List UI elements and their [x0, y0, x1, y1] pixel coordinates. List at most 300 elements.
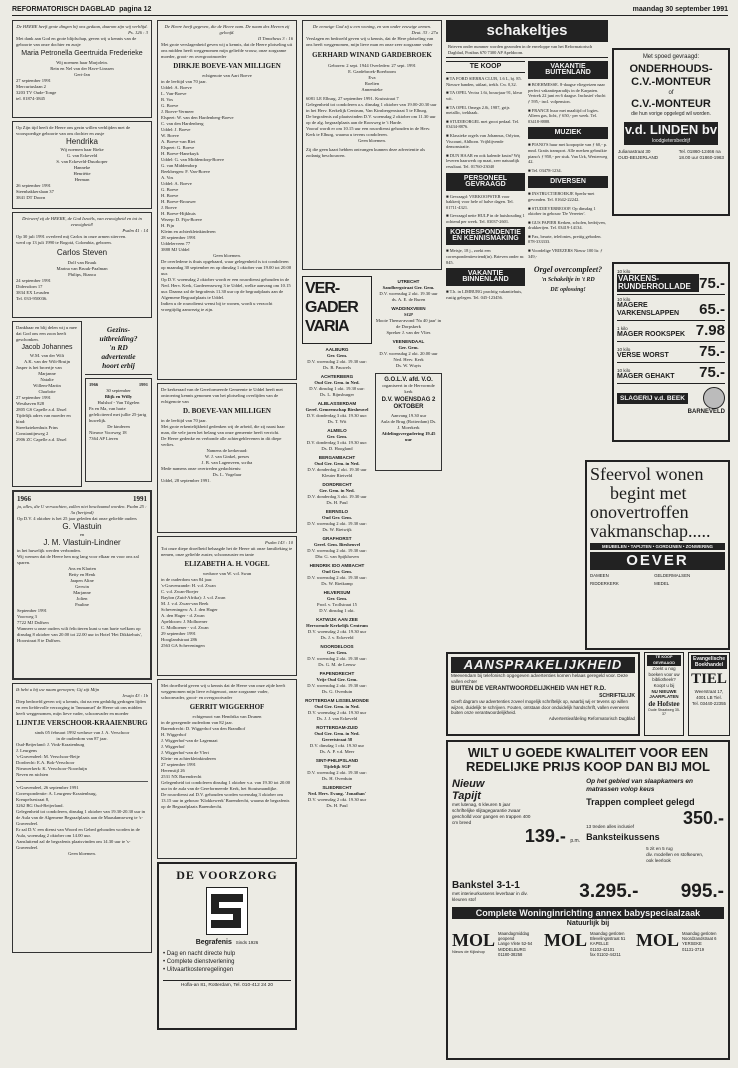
child: Ans en Klarien [68, 566, 96, 571]
ad-date: D.V. WOENSDAG 2 OKTOBER [381, 397, 436, 410]
notice-text: Vooraf wordt er om 10.15 uur een rouwdienst gehouden in de Herv. Kerk te Elburg, waarna u tevens condoleren. [306, 126, 431, 137]
ad-signature: Advertentieafdeling Reformatorisch Dagblad [548, 715, 635, 721]
address-line: Uddelerveen 77 [161, 241, 191, 246]
notice-text: Tijdelijk adres van moeder en kind: [16, 413, 71, 424]
meeting-time: Mooie Thema-avond 'Na 40 jaar' in de Dorpskerk [375, 318, 442, 329]
meeting-org: Ger. Gem. in Ned. [319, 488, 355, 493]
title-line: VER- [305, 280, 340, 297]
offer-desc: met interieurkussens leverbaar in div. kleuren stof [452, 891, 528, 902]
meeting-time: D.V. woensdag 2 okt. 19.30 uur [307, 710, 367, 715]
meeting-org: SGP [404, 312, 413, 317]
deceased-age: in de leeftijd van 70 jaar. [161, 79, 207, 84]
ad-list-item: • Dag en nacht directe hulp [163, 951, 236, 957]
ad-footer: Natuurlijk bij [566, 920, 610, 927]
store-info: MIDDELBURG [498, 946, 526, 952]
address-line: 3834 EX Leusden [16, 290, 50, 295]
classified-list [446, 248, 525, 265]
child-name: Hendrika [65, 137, 98, 146]
notice-text: Aansluitend zal de begrafenis plaatsvinden om 14.30 uur te 's-Gravendeel. [16, 839, 131, 850]
ad-footer: Complete Woninginrichting annex babyspeciaalzaak [452, 907, 724, 919]
product-name: MAGER ROOKSPEK [617, 331, 686, 338]
category-heading: MUZIEK [528, 127, 608, 139]
notice-text: Jasper is het broertje van [16, 365, 62, 370]
golv-ad [375, 373, 442, 471]
meeting-place: WADDINXVEEN [391, 306, 426, 311]
notice-note: Geen bloemen. [213, 253, 241, 258]
classified-ad: ■ Fax, beurte, telefonies, prettig geboden. 078-333333. [528, 233, 602, 245]
address-line: Weerstraat 17, [694, 689, 724, 694]
parents: Rein en Nel van der Have-Linssen [50, 66, 114, 71]
mol-stores [452, 931, 724, 957]
family-line: Annemieke [361, 87, 383, 92]
meeting-place: BERGAMBACHT [318, 455, 356, 460]
meeting-org: Oud Ger. Gem. [322, 569, 352, 574]
reception-info: Wanneer u onze ouders wilt feliciteren kunt u van harte welkom op dinsdag 8 oktober van 20.00 tot 22.00 uur in Hotel 'Het Dikkiehuis', Hoorstraat 8 te Dalfsen. [17, 626, 142, 643]
meeting-time: D.V. woensdag 2 okt. 19.30 uur: [307, 575, 367, 580]
ad-text: Geeft dagram uw advertenties zoveel mogelijk schriftelijk op, waarbij wij er tevens op willen wijzen, duidelijk te schrijven. Fouten, ontstaan door onduidelijk handschrift, vallen eveneens buiten onze verantwoordelijkheid. [451, 699, 630, 716]
shop-name: GELDERMALSEN [654, 573, 691, 578]
family-line: Wezep: D. Fijn-Boeve [161, 217, 203, 222]
deceased-name: GERRIT WIGGERHOF [189, 703, 265, 711]
ad-title: DE VOORZORG [176, 868, 278, 882]
notice-text: Wij wensen dat de Heere hen nog lang voor elkaar en voor ons zal sparen. [17, 554, 139, 565]
classified-ad: ■ INSTRUCTIEBOEKJE Sperlu-met gevonden. Tel. 01642-22242. [528, 191, 595, 202]
spouse-name: G. Vlastuin [62, 522, 102, 531]
ad-speaker: Afdelingsvergadering 19.45 uur [381, 431, 436, 442]
family-line: J. Wiggerhof-van de Lagemaat [161, 738, 218, 743]
store-sub: Nieuw de Kijkshop [452, 949, 485, 954]
family-line: Uddel: J. Boeve [161, 127, 191, 132]
meeting-org: Hervormde Kerkelijk Centrum [306, 623, 368, 628]
jacob-and-promo-row [12, 321, 152, 490]
product-name: MAGERE VARKENSLAPPEN [617, 302, 680, 317]
meeting-entry [302, 428, 372, 452]
meeting-org: Geref. Gem. Biesheuvel [313, 542, 361, 547]
address-line: 3888 MJ Uddel [161, 247, 190, 252]
notice-text: Op Zijn tijd heeft de Heere ons gezin willen verblijden met de voorspoedige geboorte van ons dochter en zusje [16, 125, 131, 136]
meeting-speaker: Ds. J. J. van Eckeveld [316, 716, 358, 721]
family-line: H. Fijn [161, 223, 175, 228]
family-line: G. van Middendorp [161, 163, 198, 168]
child-name: Maria Petronella Geertruida Frederieke [21, 50, 143, 57]
offer-desc: 13 treden alles inclusief [586, 824, 635, 829]
column-family-notices-3 [302, 20, 442, 272]
phone: Tel. 03440-22355 [692, 701, 726, 706]
meeting-entry [302, 509, 372, 533]
notice-quote: Driewerf zij de HEERE, de God Israëls, van eeuwigheid en tot in eeuwigheid! [22, 216, 142, 227]
birth-notice-maria [12, 20, 152, 118]
classified-ad: ■ GUS PAPIER Kerken, scholen, bedrijven, drukkerijen. Tel. 03419-14134. [528, 219, 606, 231]
family-line: Roelien [364, 81, 380, 86]
product-unit: 10 kilo [617, 368, 631, 373]
meeting-time: D.V. donderdag 3 okt. 19.30 uur [307, 494, 367, 499]
classified-ad: ■ Tel. 03478-1234. [528, 167, 562, 173]
notice-text: Er zal D.V. een dienst van Woord en Gebed gehouden worden in de Aula, woensdag 2 oktober om 14.00 uur. [16, 827, 140, 838]
year-to: 1991 [133, 495, 147, 503]
meeting-speaker: Kleuter Rietveld [321, 473, 353, 478]
notice-date: 29 september 1991 [161, 631, 196, 636]
deceased-dates: Geboren: 2 sept. 1944 Overleden: 27 sept. 1991 [328, 63, 416, 68]
meeting-speaker: Ds. G. M. de Leeuw [318, 662, 356, 667]
oever-logo: OEVER [590, 552, 725, 570]
meeting-org: Vrije Oud Ger. Gem. [316, 677, 358, 682]
anniversary-notice-vlastuin [12, 490, 152, 680]
family-line: Uddel: A. Boeve [161, 85, 192, 90]
meeting-speaker: Ds. D. Hoogland [321, 446, 353, 451]
family-line: C. van den Hardenberg [161, 121, 204, 126]
schakeltjes-left [446, 58, 525, 303]
product [617, 347, 669, 360]
deceased-age: in de ouderdom van 84 jaar. [161, 577, 213, 582]
ad-head: Evangelische Boekhandel [691, 655, 727, 669]
meeting-entry [302, 482, 372, 506]
shop-name: TIEL [691, 671, 727, 687]
ad-text: Koopt u bij [653, 682, 675, 688]
orgel-promo [528, 265, 608, 295]
family-line: Barendrecht: D. Wiggerhof van den Brandhof [161, 726, 246, 731]
jubilee-couple: Blijk en Willy [104, 394, 133, 399]
vergader-varia-title [302, 276, 372, 344]
spouse-name: J. M. Vlastuin-Lindner [43, 538, 121, 547]
notice-text: Gelegenheid tot condoleren dinsdag 1 oktober v.a. van 19.30 tot 20.00 uur in de aula van de Gereformeerde Kerk, het Stoutsmandijke. [161, 780, 291, 791]
year-from: 1966 [89, 382, 99, 387]
classified-ad: ■ Gevraagd: VERKOOPSTER voor bakkerij voor hele of halve dagen. Tel. 01711-4321. [446, 193, 514, 210]
classified-ad: ■ Meisje, 18 j., zoekt een correspondentievriend(in). Brieven onder nr. 845. [446, 248, 525, 265]
promo-line: advertentie [101, 352, 136, 361]
family-line: Uddel: A. Boeve [161, 181, 192, 186]
ad-address: Hofla-an 81, Rotterdam, Tel. 010-412 24 20 [163, 980, 291, 989]
ad-text: Meevendam bij telefonisch opgegeven advertenties komen helaas geregeld voor. Deze vallen echter [451, 673, 628, 684]
store-info: KAPELLE [590, 941, 609, 947]
meeting-org: Oud Ger. Gem. in Ned. [314, 704, 360, 709]
ad-text: NU NIEUWE [651, 688, 677, 694]
deceased-age: in de gezegende ouderdom van 82 jaar. [161, 720, 233, 725]
deceased-name: ELIZABETH A. H. VOGEL [184, 560, 270, 568]
product-price: 75.- [699, 343, 725, 360]
notice-quote: De HEERE heeft grote dingen bij ons gedaan, daarom zijn wij verblijd. [16, 24, 148, 29]
notice-text: Dankbaar en blij delen wij u mee dat God ons een zoon heeft geschonken. [16, 325, 77, 342]
notice-text: Geen bloemen. [68, 851, 96, 856]
notice-text: Verslagen en bedroefd geven wij u kennis, dat de Here plotseling van ons heeft weggenomen, mijn lieve man en onze zeer zorgzame vader [306, 36, 434, 47]
meeting-org: Oud Ger. Gem. in Ned. Gerretstraat 58 [314, 731, 360, 742]
phone: tel. 01874-3845 [16, 96, 46, 101]
meeting-speaker: Ds. J. v. Eckeveld [320, 635, 354, 640]
ad-headline: REDELIJKE PRIJS KOOP DAN BIJ MOL [466, 759, 710, 774]
family-line: 's-Gravenzande: H. v.d. Zwan [161, 583, 216, 588]
deceased-sub: echtgenote van Aart Boeve [202, 73, 252, 78]
meeting-time: D.V. donderdag 3 okt. 19.30 uur: [306, 440, 368, 445]
family-line: A. Boeve-van Riet [161, 139, 196, 144]
meeting-time: D.V. woensdag 2 okt. 19.30 uur [307, 629, 367, 634]
family-line: G. Boeve [161, 103, 179, 108]
promo-line: uitbreiding? [99, 334, 138, 343]
child: Pauline [75, 602, 89, 607]
family-line: B. Vos [161, 97, 174, 102]
gezinsuitbreiding-promo [85, 321, 152, 375]
meeting-time: D.V. woensdag 2 okt. 19.30 uur: [307, 770, 367, 775]
price-row [617, 267, 725, 295]
store-info: Maandagmiddag [498, 931, 530, 936]
notice-text: De begrafenis zal plaatsvinden D.V. woensdag 2 oktober om 11.30 uur op de alg. begraafplaats aan de Roosweg te 't Harde. [306, 114, 436, 125]
notice-quote-ref: Psalm 41 : 14 [122, 228, 148, 233]
store-info: 01131-3719 [682, 946, 705, 952]
paper-name: REFORMATORISCH DAGBLAD pagina 12 [12, 6, 152, 13]
mol-ad [446, 740, 730, 1060]
child: Betty en Henk [68, 572, 96, 577]
address-line: Julianastraat 30 [618, 149, 651, 154]
meeting-org: Oud Ger. Gem. [322, 515, 352, 520]
product-name: VERSE WORST [617, 352, 669, 359]
offer-price: 350.- [682, 808, 724, 828]
tiel-ad [688, 652, 730, 736]
birth-notice-jacob [12, 321, 82, 487]
family-line: J. Boeve [161, 205, 177, 210]
price-row [617, 321, 725, 342]
notice-text: Met dank aan God en grote blijdschap, geven wij u kennis van de geboorte van onze dochter en zusje [16, 36, 137, 47]
meeting-place: SINT-PHILIPSLAND [315, 758, 359, 763]
meeting-time: D.V. dinsdag 1 okt. 19.30 uur [309, 743, 365, 748]
child: Gerwin [75, 584, 89, 589]
classified-ad: ■ STUDIEORGEL met groot pedaal. Tel. 03434-8876. [446, 118, 520, 130]
family-line: M. J. v.d. Zwan-van Beek [161, 601, 209, 606]
notice-quote: De Heere heeft gegeven, die de Heere nam. De naam des Heeren zij geloofd. [164, 24, 290, 35]
deceased-name: D. BOEVE-VAN MILLIGEN [183, 407, 271, 415]
trappen-offer [586, 778, 724, 864]
meeting-speaker: Ds. W. Wuyts [395, 363, 422, 368]
classified-ad: ■ DUN HAAR en ook kalende kruin? Wij leveren haarwerk op maat, zeer natuurlijk resultaat. Tel. 01760-23040 [446, 152, 521, 169]
meeting-place: NOORDELOOS [320, 644, 354, 649]
address-line: Hooglandstraat 286 [161, 637, 198, 642]
family-line: H. Boeve-Hanekuyk [161, 151, 199, 156]
store-info: Noordzandstraat 6 [682, 936, 717, 942]
parent: Dolf van Bruuk [67, 260, 97, 265]
ad-title: G.O.L.V. afd. V.O. [384, 377, 433, 383]
classified-ad: ■ STUDIEVERBEOOP. Op dinsdag 1 oktober in gebouw 'De Vereeter'. [528, 205, 596, 217]
store-logo: MOL [636, 930, 679, 950]
meeting-entry [302, 536, 372, 560]
column-family-notices-1 [12, 20, 152, 1060]
family-line: Beekbergen: F. Van-Boeve [161, 169, 211, 174]
siblings: Philips, Bianca [68, 272, 96, 277]
promo-line: Orgel overcompleet? [533, 265, 603, 275]
year-from: 1966 [17, 495, 31, 503]
parent: A.K. van der Wilt-Bruijn [23, 359, 71, 364]
meeting-org: Ger. Gem. [326, 434, 348, 439]
meeting-time: D.V. woensdag 2 okt. 19.30 uur: [307, 683, 367, 688]
family-line: Eva [368, 75, 376, 80]
deceased-sub: sinds 05 februari 1992 weduwe van J. A. Verschoor [34, 730, 130, 735]
meeting-speaker: Spreker J. van der Vlies [386, 330, 431, 335]
notice-place-date: Uddel, 28 september 1991. [161, 478, 211, 483]
meeting-time: D.V. woensdag 2 okt. 19.30 uur [379, 291, 438, 296]
address-line: Nieuwe Voorweg 18 [89, 430, 127, 435]
address-line: Oude Straatweg 35-37 [647, 707, 681, 717]
ad-head: Met spoed gevraagd: [642, 54, 700, 60]
family-line: Scheveningen: A. J. den Hager [161, 607, 218, 612]
child-nickname: Wij noemen haar Rieke [60, 147, 104, 152]
meeting-speaker: Ds. G. Overduin [321, 689, 353, 694]
voorzorg-sub: Begrafenis Sinds 1926 [195, 939, 259, 946]
ad-heading: BUITEN DE VERANTWOORDELIJKHEID VAN HET R.D. [451, 686, 606, 692]
promo-line: DE oplossing! [550, 287, 586, 294]
meeting-time: D.V. woensdag 2 okt. 19.30 uur: [307, 548, 367, 553]
parent: Marina van Bruuk-Paalman [56, 266, 108, 271]
tapijt-price: 139.- p.m. [524, 826, 581, 846]
family-line: Elspeet: G. Boeve [161, 145, 195, 150]
notice-text: De Heere gedenke en verbonde alle achtergeblevenen in dit diepe verlies. [161, 436, 282, 447]
meeting-time: Prod. v. Trollstraat 15 [317, 602, 357, 607]
product-price: 75.- [699, 364, 725, 381]
slogan-line: Sfeervol wonen [590, 464, 704, 484]
child: Marjanne [73, 590, 91, 595]
store-info: Lange Vlete 52-54 [498, 941, 533, 947]
meeting-org: Sandbergstraat Ger. Gem. [382, 285, 435, 290]
classified-ad: ■ BOEHMESSE. 8-daagse vliegreizen naar perfect vakantieparadijs in de Karpaten. Vertrek 22 juni en 6 daagse. Inclusief vlucht ƒ 595,- incl. volpension. [528, 82, 606, 104]
job-title: C.V.-MONTEUR [631, 98, 711, 110]
oever-ad [585, 460, 730, 650]
store-logo: MOL [452, 930, 495, 950]
deceased-age: in de leeftijd van 70 jaar. [161, 418, 207, 423]
meeting-place: SLIEDRECHT [322, 785, 352, 790]
notice-text: Gelegenheid tot condoleren, dinsdag 1 oktober van 19.30-20.30 uur in de Aula van de Algemene Begraafplaats aan de Maasdamseweg te 's-Gravendeel. [16, 809, 146, 826]
notice-date: 27 september 1991 [16, 395, 51, 400]
address-line: 3262 BG Oud-Beijerland. [16, 803, 64, 808]
family-line: J. Leurgens [16, 748, 38, 753]
sibling: Herman [74, 177, 90, 182]
family-line: 's-Gravendeel: M. Verschoor-Beije [16, 754, 80, 759]
price-list [617, 267, 725, 384]
product [617, 269, 699, 292]
meeting-entry [302, 671, 372, 695]
sibling: Natalie [40, 377, 54, 382]
meeting-speaker: Ds. H. Paul [326, 803, 348, 808]
notice-quote: De eenwige God zij u een woning, en van onder eeuwige armen. [312, 24, 432, 29]
family-line: L. Van-Boeve [161, 91, 187, 96]
phone: 18.00 uur 01860-1963 [678, 155, 724, 160]
meeting-place: EERNSLO [325, 509, 349, 514]
meeting-entry [302, 758, 372, 782]
address-line: Didersdorn 17 [16, 284, 43, 289]
store-logo: MOL [544, 930, 587, 950]
meeting-time: D.V. woensdag 2 okt. 19.30 uur: [307, 521, 367, 526]
product-price: 7.98 [695, 322, 725, 339]
promo-line: 'n RD [109, 343, 128, 352]
ad-sub: organiseert in de Hervormde kerk [382, 383, 435, 394]
meeting-speaker: Ds. B. Pauwels [322, 365, 352, 370]
death-notice-gardebroek [302, 20, 442, 270]
family-line: Nieuwerkerk: K. Verschoor-Noorduijn [16, 766, 87, 771]
classified-ad: ■ Gevraagd nette HULP in de huishouding 1 ochtend per week. Tel. 03037-2601. [446, 213, 525, 224]
meeting-time: D.V. dinsdag 1 okt. 19.30 uur: [309, 386, 365, 391]
offer-price: 3.295.- [579, 881, 639, 902]
product-name: VARKENS-RUNDERROLLADE [617, 274, 699, 292]
schakeltjes-columns [446, 58, 608, 303]
notice-text: De rouwdienst zal D.V. gehouden worden woensdag 3 oktober om 13.15 uur in gebouw 'Klokkewerk' Barendrecht, waarna de begrafenis op de Begraafplaats Barendrecht. [161, 792, 290, 809]
promo-line: 'n Schakeltje in 't RD [541, 277, 595, 284]
notice-date: September 1991 [17, 608, 47, 613]
notice-text: Met droefheid geven wij u kennis dat de Heere van onze zijde heeft weggenomen mijn lieve echtgenoot, onze zorgzame vader, schoonvader, groot- en overgrootvader [161, 683, 286, 700]
product [617, 326, 685, 339]
offer-title: Nieuw [452, 778, 485, 790]
column-family-notices-2 [157, 20, 297, 1060]
classified-ad: ■ Voordelige VRIEZERS Nieuw 100 ltr. ƒ 349,- [528, 248, 603, 259]
title-line: GADER [305, 299, 358, 316]
family-line: H. Wiggerhof [161, 732, 187, 737]
death-notice-vogel [157, 536, 297, 676]
classified-ad: ■ Klassieke orgels van Johannus, Orlyton, Viscount, Ahlborn. Vrijblijvende demonstratie. [446, 132, 521, 150]
family-line: Uddel: G. van Middendorp-Boeve [161, 157, 225, 162]
family-line: Neven en nichten [16, 772, 49, 777]
store-info: Maandag gesloten [682, 931, 717, 936]
meeting-speaker: Ds. W. Rietwijk [322, 527, 352, 532]
category-heading: VAKANTIE BINNENLAND [446, 268, 525, 286]
notice-quote-ref: Deut. 33 : 27a [411, 30, 438, 35]
family-line: E. Gardebroek-Boerboom [348, 69, 396, 74]
death-notice-wiggerhof [157, 679, 297, 859]
ad-list-item: • Complete dienstverlening [163, 959, 235, 965]
notice-text: Indien u de rouwdienst wenst bij te wonen, wordt u verzocht vroegtijdig aanwezig te zijn. [161, 301, 273, 312]
address-line: 2563 GA Scheveningen [161, 643, 205, 648]
deceased-name: LIJNTJE VERSCHOOR-KRAAIENBURG [16, 719, 148, 727]
family-line: Elspeet: W. van den Hardenberg-Boeve [161, 115, 234, 120]
meeting-list [302, 347, 372, 809]
address-line: 2531 NX Barendrecht [161, 774, 202, 779]
address-line: Mercuriuslaan 2 [16, 84, 46, 89]
notice-quote: ja, alles, die U verwachten, zullen niet beschaamd worden. Psalm 25 : 3a (berijmd) [17, 504, 147, 515]
classified-list [446, 289, 525, 300]
notice-text: De overledene is thuis opgebaard, waar gelegenheid is tot condoleren op maandag 30 september en op dinsdag 1 oktober van 19.00 tot 20.00 uur. [161, 259, 292, 276]
voorzorg-logo-icon [206, 887, 248, 935]
mol-offer-row [452, 778, 724, 864]
slagerij-ad [612, 262, 730, 442]
notice-quote-ref: Jesaja 43 : 1b [122, 693, 148, 698]
meeting-speaker: D.V. dinsdag 1 okt. [319, 608, 355, 613]
ad-headline: WILT U GOEDE KWALITEIT VOOR EEN [467, 745, 709, 760]
meeting-entry [302, 785, 372, 809]
store-info: fax 01102-44211 [590, 951, 621, 957]
meeting-place: ACHTERBERG [320, 374, 354, 379]
job-title: ONDERHOUDS- C.V.-MONTEUR [629, 63, 713, 88]
company-logo-sub: loodgietersbedrijf [624, 138, 718, 145]
meeting-entry [375, 339, 442, 369]
notice-date: 27 september 1991 [161, 762, 196, 767]
promo-line: hoort erbij [102, 361, 135, 370]
oever-shops [590, 573, 725, 587]
classified-ad: ■ FRANCE huur met maaltijd of logies. Alleen gas, licht, ƒ 650,- per week. Tel. 03418-8888. [528, 107, 599, 124]
company-logo: v.d. LINDEN bv [624, 122, 718, 137]
meeting-entry [302, 563, 372, 587]
notice-date: 27 september 1991 [16, 78, 51, 83]
meeting-entry [302, 455, 372, 479]
address-line: 's-Gravendeel, 26 september 1991 [16, 785, 79, 790]
voorzorg-ad [157, 862, 297, 1030]
anniversary-years [17, 495, 147, 504]
store [452, 931, 540, 957]
meeting-place: ALMELO [327, 428, 347, 433]
family-line: C. v.d. Zwan-Boejer [161, 589, 199, 594]
parent: S. van Eckeveld-Duurkoper [56, 159, 108, 164]
store-info: 01102-42101 [590, 946, 615, 952]
meeting-org: Ger. Gem. [326, 353, 348, 358]
meeting-entry [302, 698, 372, 722]
deceased-sub: echtgenoot van Hendrika van Drunen [192, 714, 262, 719]
ad-text: JAARPLATEN [649, 694, 679, 700]
meeting-entry [302, 725, 372, 755]
store-info: geopend [498, 936, 515, 942]
ad-desc: die hun vorige opgelegd wil worden. [631, 111, 711, 117]
notice-text: Tot onze diepe droefheid behaagde het de Heere uit onze familieking te nemen, onze geliefde zuster, schoonzuster en tante [161, 546, 293, 557]
oever-slogan [590, 465, 725, 541]
